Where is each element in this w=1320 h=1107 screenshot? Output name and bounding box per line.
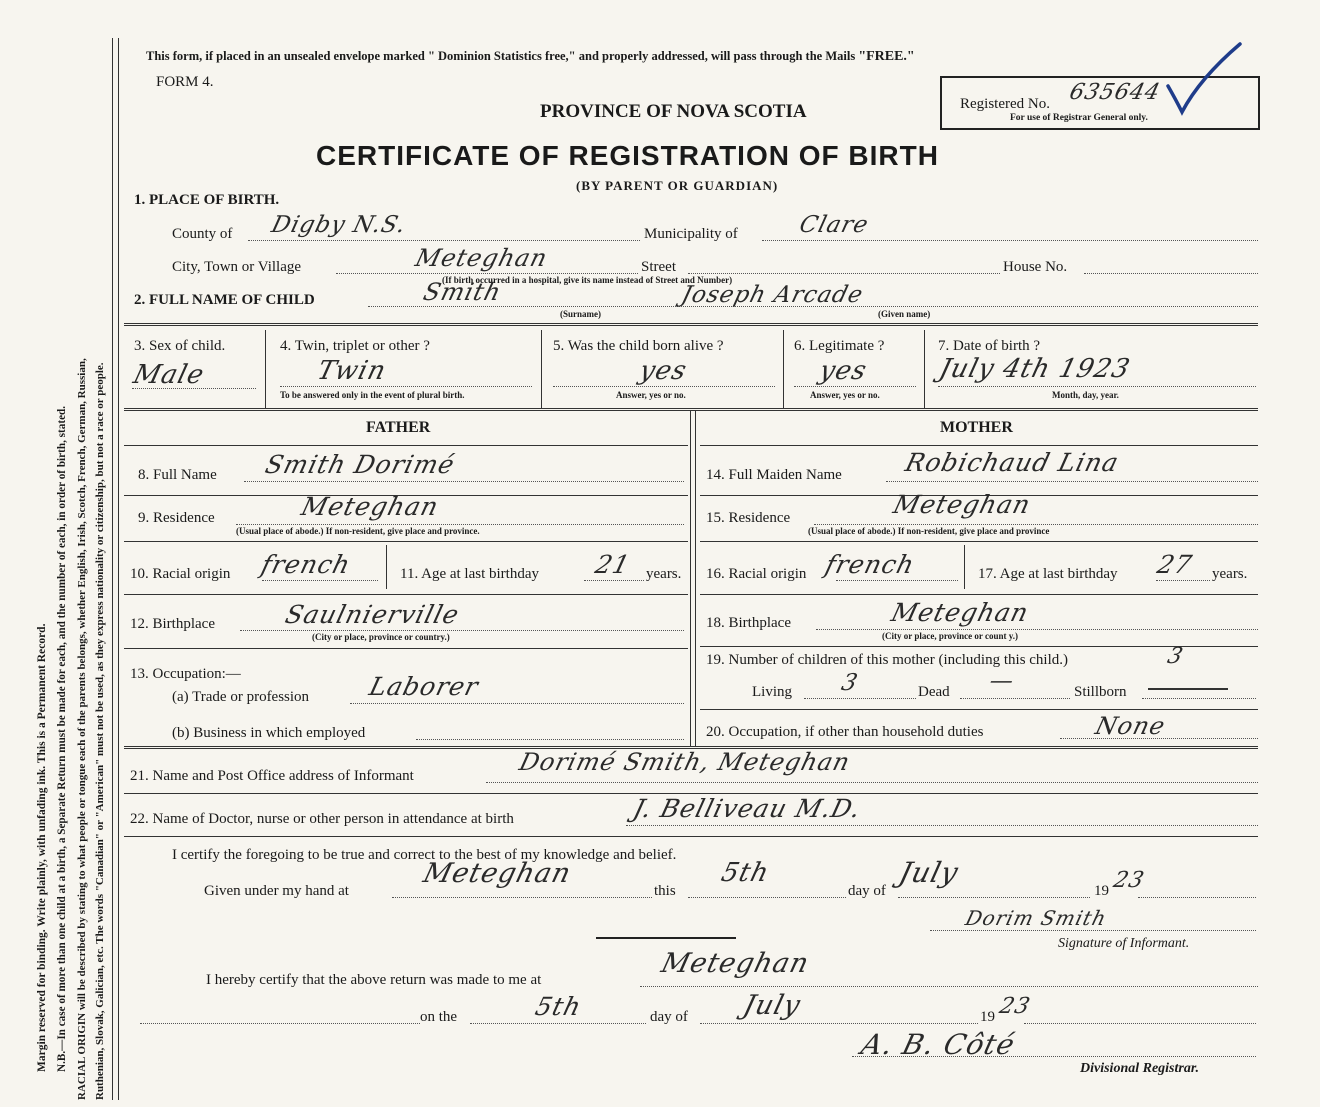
dob-value: July 4th 1923 <box>936 354 1134 384</box>
informant-label: 21. Name and Post Office address of Informant <box>130 768 414 784</box>
born-alive-label: 5. Was the child born alive ? <box>553 338 724 354</box>
certify-text: I certify the foregoing to be true and correct to the best of my knowledge and belief. <box>172 847 677 863</box>
dob-label: 7. Date of birth ? <box>938 338 1041 354</box>
father-age-value: 21 <box>592 550 634 579</box>
father-racial-label: 10. Racial origin <box>130 566 231 582</box>
given-under-label: Given under my hand at <box>204 883 349 899</box>
registered-number: 635644 <box>1066 80 1164 105</box>
mother-birthplace-note: (City or place, province or count y.) <box>882 631 1018 641</box>
father-residence-value: Meteghan <box>298 492 442 521</box>
father-age-label: 11. Age at last birthday <box>400 566 539 582</box>
father-trade-label: (a) Trade or profession <box>172 689 310 705</box>
child-given-name: Joseph Arcade <box>678 282 867 308</box>
born-alive-note: Answer, yes or no. <box>616 390 686 400</box>
registrar-day-value: 5th <box>532 992 585 1021</box>
mother-birthplace-value: Meteghan <box>888 598 1032 627</box>
informant-signature: Dorim Smith <box>963 906 1110 930</box>
informant-signature-label: Signature of Informant. <box>1058 936 1190 951</box>
mother-age-value: 27 <box>1154 550 1196 579</box>
mother-residence-value: Meteghan <box>890 490 1034 519</box>
mother-children-value: 3 <box>1164 644 1187 669</box>
registered-label: Registered No. <box>960 96 1050 112</box>
father-years-label: years. <box>646 566 682 582</box>
dead-value: — <box>986 668 1018 694</box>
father-birthplace-value: Saulnierville <box>282 600 463 629</box>
margin-note-binding: Margin reserved for binding. Write plainly, with unfading ink. This is a Permanent Record. <box>36 623 48 1072</box>
mother-racial-label: 16. Racial origin <box>706 566 807 582</box>
margin-note-nb: N.B.—In case of more than one child at a birth, a Separate Return must be made for each, and the number of each, in order of birth, stated. <box>56 405 68 1072</box>
doctor-label: 22. Name of Doctor, nurse or other person in attendance at birth <box>130 811 514 827</box>
twin-value: Twin <box>314 356 390 386</box>
year-prefix: 19 <box>1094 883 1109 899</box>
father-residence-note: (Usual place of abode.) If non-resident, give place and province. <box>236 526 480 536</box>
child-surname: Smith <box>420 278 505 306</box>
mother-occupation-value: None <box>1092 712 1169 740</box>
house-no-label: House No. <box>1003 259 1068 275</box>
mother-years-label: years. <box>1212 566 1248 582</box>
father-birthplace-label: 12. Birthplace <box>130 616 215 632</box>
day-of-label: day of <box>848 883 886 899</box>
mother-name-label: 14. Full Maiden Name <box>706 467 842 483</box>
given-name-caption: (Given name) <box>878 309 931 319</box>
county-label: County of <box>172 226 233 242</box>
county-value: Digby N.S. <box>268 212 410 238</box>
father-occupation-label: 13. Occupation:— <box>130 666 241 682</box>
father-birthplace-note: (City or place, province or country.) <box>312 632 450 642</box>
mother-birthplace-label: 18. Birthplace <box>706 615 791 631</box>
margin-rule-2 <box>118 38 119 1100</box>
mother-children-label: 19. Number of children of this mother (including this child.) <box>706 652 1069 668</box>
given-day-value: 5th <box>718 858 773 888</box>
father-business-label: (b) Business in which employed <box>172 725 366 741</box>
form-number: FORM 4. <box>156 74 214 90</box>
on-the-label: on the <box>420 1009 458 1025</box>
mother-occupation-label: 20. Occupation, if other than household duties <box>706 724 984 740</box>
place-of-birth-heading: 1. PLACE OF BIRTH. <box>134 192 280 208</box>
city-label: City, Town or Village <box>172 259 302 275</box>
legitimate-value: yes <box>816 356 871 386</box>
mother-age-label: 17. Age at last birthday <box>978 566 1118 582</box>
municipality-label: Municipality of <box>644 226 738 242</box>
father-residence-label: 9. Residence <box>138 510 215 526</box>
born-alive-value: yes <box>636 356 691 386</box>
living-value: 3 <box>838 670 861 696</box>
page-subtitle: (BY PARENT OR GUARDIAN) <box>576 178 779 193</box>
this-label: this <box>654 883 676 899</box>
registrar-place-value: Meteghan <box>658 948 813 979</box>
hospital-note: (If birth occurred in a hospital, give its name instead of Street and Number) <box>442 275 733 285</box>
street-label: Street <box>641 259 676 275</box>
legitimate-label: 6. Legitimate ? <box>794 338 885 354</box>
mother-residence-note: (Usual place of abode.) If non-resident, give place and province <box>808 526 1050 536</box>
registrar-month-value: July <box>740 990 804 1021</box>
margin-rule-1 <box>112 38 113 1100</box>
registrar-year-value: 23 <box>996 994 1034 1019</box>
registrar-year-prefix: 19 <box>980 1009 995 1025</box>
margin-note-racial-1: RACIAL ORIGIN will be described by stating to what people or tongue each of the parents belongs, whether English, Irish, Scotch, French, German, Russian, <box>76 358 88 1100</box>
registrar-day-of-label: day of <box>650 1009 688 1025</box>
father-name-value: Smith Dorimé <box>262 450 459 479</box>
registrar-signature: A. B. Côté <box>857 1028 1019 1061</box>
dob-note: Month, day, year. <box>1052 390 1119 400</box>
sex-label: 3. Sex of child. <box>134 338 226 354</box>
child-name-label: 2. FULL NAME OF CHILD <box>134 292 315 308</box>
informant-value: Dorimé Smith, Meteghan <box>516 748 854 776</box>
registrar-general-note: For use of Registrar General only. <box>1010 113 1148 123</box>
father-name-label: 8. Full Name <box>138 467 217 483</box>
father-heading: FATHER <box>366 419 431 436</box>
dead-label: Dead <box>918 684 950 700</box>
given-year-value: 23 <box>1110 868 1148 893</box>
given-month-value: July <box>895 856 963 889</box>
registrar-certify-text: I hereby certify that the above return was made to me at <box>206 972 542 988</box>
legitimate-note: Answer, yes or no. <box>810 390 880 400</box>
registrar-title-label: Divisional Registrar. <box>1080 1061 1200 1076</box>
surname-caption: (Surname) <box>560 309 601 319</box>
living-label: Living <box>752 684 792 700</box>
mail-notice: This form, if placed in an unsealed envelope marked " Dominion Statistics free," and properly addressed, will pass through the Mails "FREE." <box>146 49 915 64</box>
page-title: CERTIFICATE OF REGISTRATION OF BIRTH <box>316 140 939 171</box>
mother-racial-value: french <box>822 550 918 579</box>
mother-name-value: Robichaud Lina <box>902 448 1123 477</box>
twin-label: 4. Twin, triplet or other ? <box>280 338 430 354</box>
mother-heading: MOTHER <box>940 419 1013 436</box>
given-place-value: Meteghan <box>420 858 575 889</box>
sex-value: Male <box>130 360 208 390</box>
father-racial-value: french <box>258 550 354 579</box>
municipality-value: Clare <box>796 212 872 238</box>
checkmark-icon <box>1160 38 1250 118</box>
doctor-value: J. Belliveau M.D. <box>630 794 865 823</box>
twin-note: To be answered only in the event of plural birth. <box>280 390 465 400</box>
mother-residence-label: 15. Residence <box>706 510 791 526</box>
margin-note-racial-2: Ruthenian, Slovak, Galician, etc. The words "Canadian" or "American" must not be used, as they express nationality or citizenship, but not a race or people. <box>94 362 106 1100</box>
city-value: Meteghan <box>412 244 551 272</box>
father-trade-value: Laborer <box>366 672 482 701</box>
stillborn-label: Stillborn <box>1074 684 1127 700</box>
province-heading: PROVINCE OF NOVA SCOTIA <box>540 101 807 122</box>
